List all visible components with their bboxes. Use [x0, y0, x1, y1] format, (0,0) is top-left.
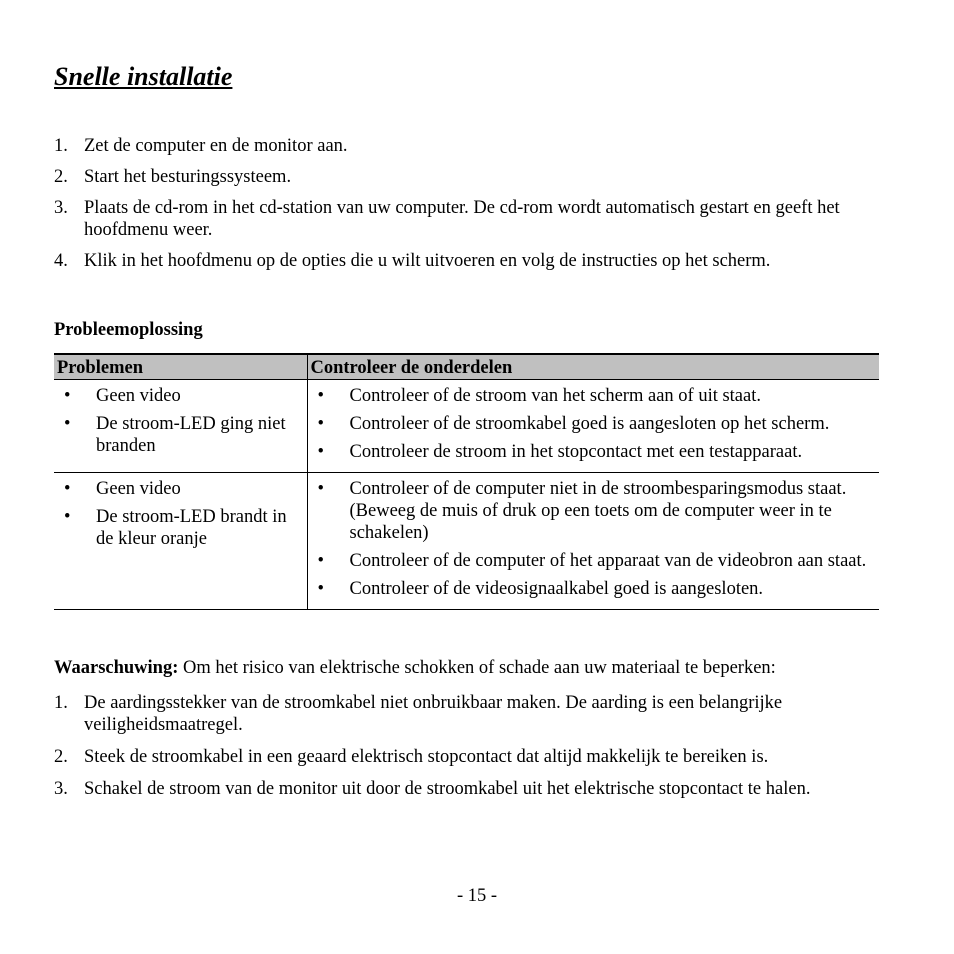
check-item: • Controleer of de computer of het apparaat van de videobron aan staat.: [312, 550, 874, 572]
warning-item-text: Schakel de stroom van de monitor uit door de stroomkabel uit het elektrische stopcontact te halen.: [84, 779, 811, 799]
warning-label: Waarschuwing:: [54, 658, 179, 678]
step-text: Zet de computer en de monitor aan.: [84, 136, 348, 156]
check-item: • Controleer de stroom in het stopcontact met een testapparaat.: [312, 441, 874, 463]
warning-item-text: Steek de stroomkabel in een geaard elektrisch stopcontact dat altijd makkelijk te bereiken is.: [84, 747, 769, 767]
warning-item: [54, 692, 886, 736]
column-header-problems: Problemen: [54, 354, 307, 380]
troubleshooting-heading: Probleemoplossing: [54, 320, 203, 340]
step-number: 3.: [54, 198, 68, 218]
table-row: [54, 473, 879, 610]
problem-item: • Geen video: [58, 385, 303, 407]
problem-item: • De stroom-LED brandt in de kleur oranje: [58, 506, 303, 550]
step-text: Plaats de cd-rom in het cd-station van uw computer. De cd-rom wordt automatisch gestart en geeft het hoofdmenu weer.: [84, 198, 840, 240]
problem-item: • De stroom-LED ging niet branden: [58, 413, 303, 457]
table-row: [54, 380, 879, 473]
warning-text: Om het risico van elektrische schokken of schade aan uw materiaal te beperken:: [178, 658, 776, 678]
check-item: • Controleer of de computer niet in de stroombesparingsmodus staat.(Beweeg de muis of druk op een toets om de computer weer in te schakelen): [312, 478, 874, 544]
warning-item: [54, 778, 886, 800]
warning-number: 2.: [54, 747, 68, 767]
checks-cell: [307, 380, 879, 473]
installation-steps: [54, 135, 886, 281]
step-item: [54, 135, 886, 157]
table-header-row: [54, 354, 879, 380]
check-item: • Controleer of de videosignaalkabel goed is aangesloten.: [312, 578, 874, 600]
step-item: [54, 197, 886, 241]
step-text: Klik in het hoofdmenu op de opties die u wilt uitvoeren en volg de instructies op het scherm.: [84, 251, 771, 271]
step-item: [54, 250, 886, 272]
problems-cell: [54, 473, 307, 610]
step-number: 4.: [54, 251, 68, 271]
warning-number: 3.: [54, 779, 68, 799]
warning-item: [54, 746, 886, 768]
step-item: [54, 166, 886, 188]
troubleshooting-table: [54, 353, 879, 610]
column-header-checks: Controleer de onderdelen: [307, 354, 879, 380]
checks-cell: [307, 473, 879, 610]
warning-number: 1.: [54, 693, 68, 713]
problems-cell: [54, 380, 307, 473]
problem-item: • Geen video: [58, 478, 303, 500]
step-number: 2.: [54, 167, 68, 187]
warning-list: [54, 692, 886, 810]
page-title: Snelle installatie: [54, 62, 233, 91]
warning-paragraph: [54, 657, 894, 679]
step-text: Start het besturingssysteem.: [84, 167, 292, 187]
check-item: • Controleer of de stroom van het scherm aan of uit staat.: [312, 385, 874, 407]
page-number: - 15 -: [456, 886, 498, 906]
check-item: • Controleer of de stroomkabel goed is aangesloten op het scherm.: [312, 413, 874, 435]
warning-item-text: De aardingsstekker van de stroomkabel niet onbruikbaar maken. De aarding is een belangrijke veiligheidsmaatregel.: [84, 693, 783, 735]
step-number: 1.: [54, 136, 68, 156]
